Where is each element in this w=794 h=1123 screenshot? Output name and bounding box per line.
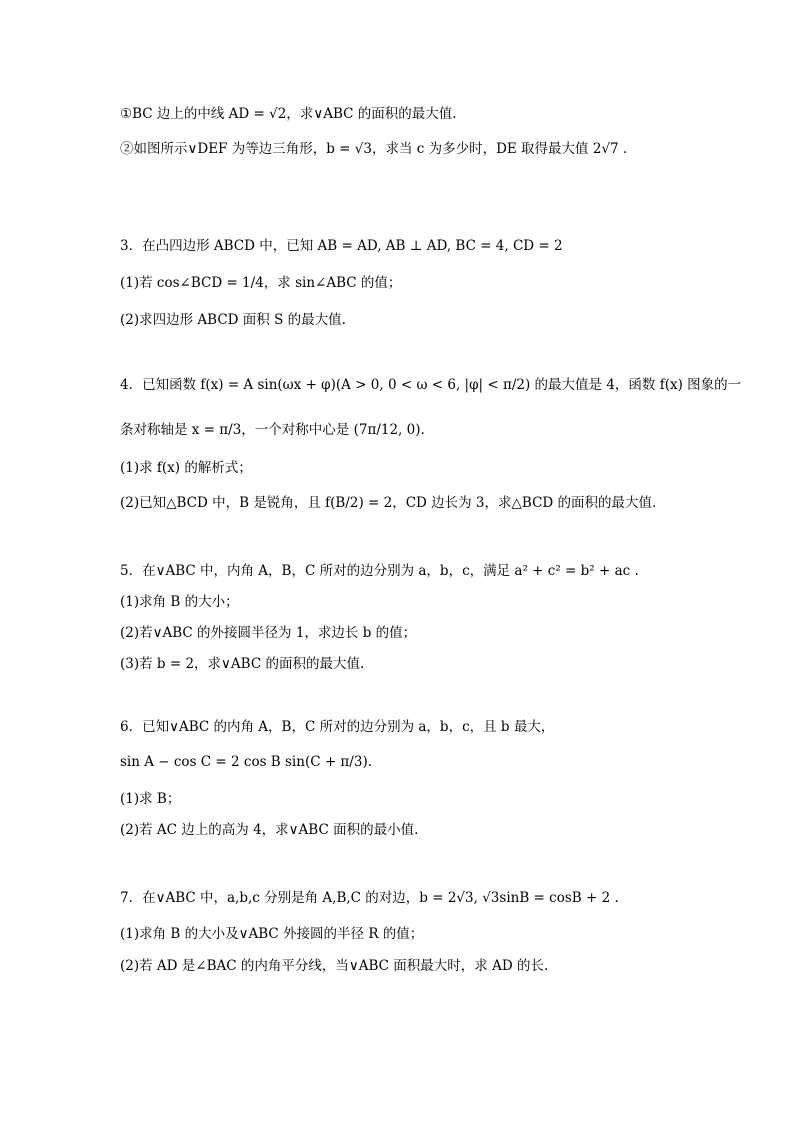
problem-4-q1: (1)求 f(x) 的解析式； [120,460,252,476]
problem-6-q1: (1)求 B； [120,791,181,807]
problem-3-q1: (1)若 cos∠BCD = 1/4，求 sin∠ABC 的值； [120,275,402,291]
problem-2-part-2: ②如图所示∨DEF 为等边三角形，b = √3，求当 c 为多少时，DE 取得最大值 2√7 . [120,141,628,157]
problem-3-q2: (2)求四边形 ABCD 面积 S 的最大值. [120,312,346,328]
problem-3-statement: 3．在凸四边形 ABCD 中，已知 AB = AD, AB ⊥ AD, BC = 4, CD = 2 [120,238,563,254]
problem-2-part-1: ①BC 边上的中线 AD = √2，求∨ABC 的面积的最大值. [120,106,457,122]
problem-6-equation: sin A − cos C = 2 cos B sin(C + π/3). [120,754,373,770]
problem-6-statement: 6．已知∨ABC 的内角 A，B，C 所对的边分别为 a，b，c，且 b 最大， [120,719,555,735]
problem-5-q1: (1)求角 B 的大小； [120,594,239,610]
problem-5-q2: (2)若∨ABC 的外接圆半径为 1，求边长 b 的值； [120,625,417,641]
problem-4-q2: (2)已知△BCD 中，B 是锐角，且 f(B/2) = 2，CD 边长为 3，求△BCD 的面积的最大值. [120,495,657,511]
problem-6-q2: (2)若 AC 边上的高为 4，求∨ABC 面积的最小值. [120,822,419,838]
problem-7-q1: (1)求角 B 的大小及∨ABC 外接圆的半径 R 的值； [120,926,424,942]
problem-7-q2: (2)若 AD 是∠BAC 的内角平分线，当∨ABC 面积最大时，求 AD 的长. [120,958,549,974]
problem-5-q3: (3)若 b = 2，求∨ABC 的面积的最大值. [120,656,365,672]
problem-7-statement: 7．在∨ABC 中，a,b,c 分别是角 A,B,C 的对边，b = 2√3, √3sinB = cosB + 2 . [120,890,619,906]
problem-4-statement: 4．已知函数 f(x) = A sin(ωx + φ)(A > 0, 0 < ω < 6, |φ| < π/2) 的最大值是 4，函数 f(x) 图象的一 [120,377,742,393]
problem-4-statement-cont: 条对称轴是 x = π/3，一个对称中心是 (7π/12, 0). [120,422,425,438]
problem-5-statement: 5．在∨ABC 中，内角 A，B，C 所对的边分别为 a，b，c，满足 a² + c² = b² + ac . [120,563,639,579]
